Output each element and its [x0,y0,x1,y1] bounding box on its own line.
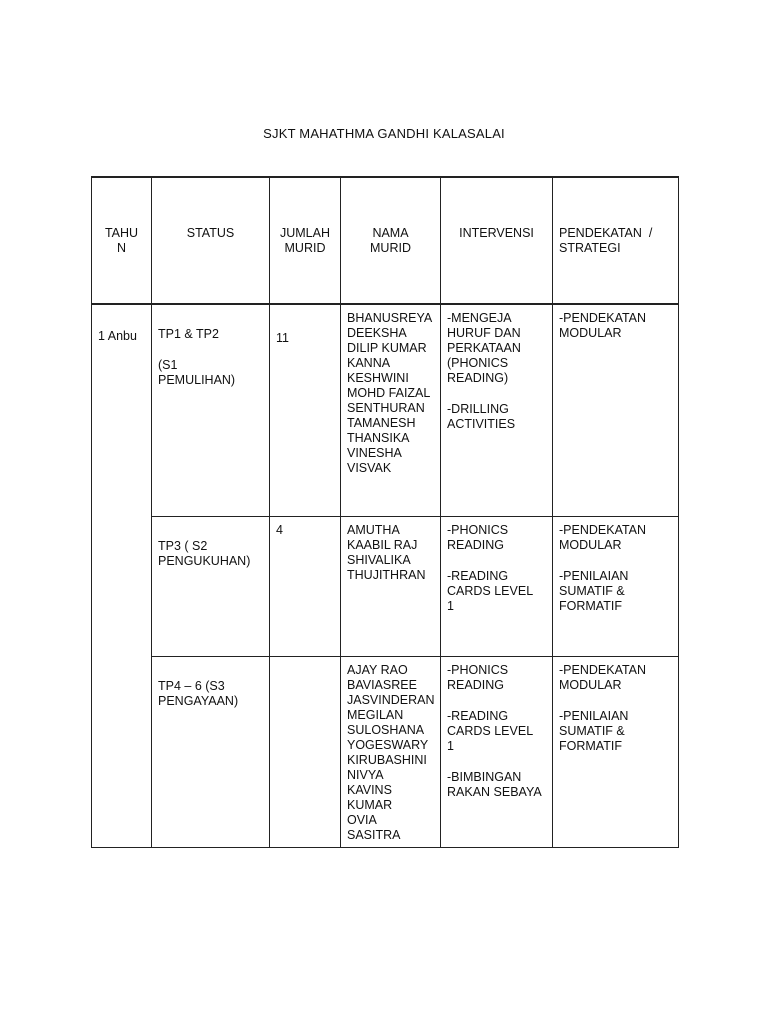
student-count: 11 [276,331,289,345]
intervensi-line: RAKAN SEBAYA [447,785,542,799]
student-name: KAVINS [347,783,392,797]
pendekatan-line: SUMATIF & [559,724,625,738]
status-cell [152,517,270,657]
student-name: VINESHA [347,446,402,460]
year-label: 1 Anbu [98,329,137,343]
student-name: NIVYA [347,768,384,782]
names-cell [341,657,441,848]
student-name: AJAY RAO [347,663,408,677]
student-name: AMUTHA [347,523,400,537]
student-name: KAABIL RAJ [347,538,418,552]
pendekatan-line: MODULAR [559,538,622,552]
student-count: 4 [276,523,283,537]
student-name: MOHD FAIZAL [347,386,431,400]
table-row [92,517,679,657]
pendekatan-line: MODULAR [559,678,622,692]
status-line: PENGUKUHAN) [158,554,251,568]
pendekatan-cell [553,657,679,848]
header-pendekatan-line1: PENDEKATAN / [559,225,653,240]
student-name: THANSIKA [347,431,410,445]
header-jumlah-line2: MURID [284,240,326,255]
pendekatan-line: -PENILAIAN [559,709,629,723]
intervensi-line: 1 [447,739,454,753]
student-name: BHANUSREYA [347,311,433,325]
pendekatan-cell [553,517,679,657]
status-cell [152,657,270,848]
intervensi-line: ACTIVITIES [447,417,516,431]
student-name: BAVIASREE [347,678,417,692]
header-intervensi-text: INTERVENSI [459,225,534,240]
intervensi-line: PERKATAAN [447,341,521,355]
header-tahun [92,177,152,304]
table-row [92,304,679,517]
intervensi-line: READING [447,538,504,552]
student-name: DILIP KUMAR [347,341,427,355]
header-nama-line2: MURID [370,240,411,255]
pendekatan-line: MODULAR [559,326,622,340]
student-name: VISVAK [347,461,392,475]
intervensi-line: -MENGEJA [447,311,512,325]
student-name: MEGILAN [347,708,404,722]
intervensi-line: -PHONICS [447,663,509,677]
names-cell [341,304,441,517]
header-jumlah-line1: JUMLAH [279,225,330,240]
intervensi-line: -READING [447,709,509,723]
pendekatan-line: -PENILAIAN [559,569,629,583]
intervensi-line: -READING [447,569,509,583]
intervensi-line: 1 [447,599,454,613]
pendekatan-line: SUMATIF & [559,584,625,598]
student-name: SHIVALIKA [347,553,411,567]
pendekatan-line: FORMATIF [559,599,622,613]
intervention-table [91,176,679,848]
header-status-text: STATUS [186,225,235,240]
header-status [152,177,270,304]
year-cell [92,304,152,848]
intervensi-cell [441,517,553,657]
status-line: TP3 ( S2 [158,539,208,553]
count-cell [270,657,341,848]
intervensi-line: -BIMBINGAN [447,770,522,784]
student-name: SULOSHANA [347,723,425,737]
status-line: (S1 [158,358,178,372]
page-title: SJKT MAHATHMA GANDHI KALASALAI [263,126,505,141]
student-name: KIRUBASHINI [347,753,427,767]
pendekatan-line: -PENDEKATAN [559,523,647,537]
student-name: DEEKSHA [347,326,407,340]
intervensi-line: -PHONICS [447,523,509,537]
student-name: KANNA [347,356,391,370]
header-nama-line1: NAMA [372,225,409,240]
intervensi-line: CARDS LEVEL [447,724,534,738]
intervensi-line: READING [447,678,504,692]
student-name: OVIA [347,813,377,827]
count-cell [270,517,341,657]
student-name: SENTHURAN [347,401,425,415]
table-row [92,657,679,848]
intervensi-line: CARDS LEVEL [447,584,534,598]
status-line: PEMULIHAN) [158,373,236,387]
intervensi-cell [441,304,553,517]
student-name: SASITRA [347,828,401,842]
header-pendekatan-line2: STRATEGI [559,240,621,255]
student-name: TAMANESH [347,416,416,430]
student-name: JASVINDERAN [347,693,435,707]
pendekatan-line: -PENDEKATAN [559,311,647,325]
student-name: KUMAR [347,798,393,812]
intervensi-line: HURUF DAN [447,326,521,340]
header-intervensi [441,177,553,304]
header-tahun-line2: N [116,240,127,255]
pendekatan-line: FORMATIF [559,739,622,753]
pendekatan-line: -PENDEKATAN [559,663,647,677]
header-nama-murid [341,177,441,304]
intervensi-line: (PHONICS [447,356,509,370]
count-cell [270,304,341,517]
student-name: THUJITHRAN [347,568,426,582]
pendekatan-cell [553,304,679,517]
header-jumlah-murid [270,177,341,304]
status-line: TP4 – 6 (S3 [158,679,225,693]
student-name: YOGESWARY [347,738,429,752]
intervensi-cell [441,657,553,848]
status-line: PENGAYAAN) [158,694,239,708]
student-count-empty [270,657,340,663]
intervensi-line: -DRILLING [447,402,509,416]
table-header-row [92,177,679,304]
intervensi-line: READING) [447,371,509,385]
student-name: KESHWINI [347,371,409,385]
names-cell [341,517,441,657]
header-tahun-line1: TAHU [104,225,139,240]
status-cell [152,304,270,517]
header-pendekatan-strategi [553,177,679,304]
status-line: TP1 & TP2 [158,327,219,341]
